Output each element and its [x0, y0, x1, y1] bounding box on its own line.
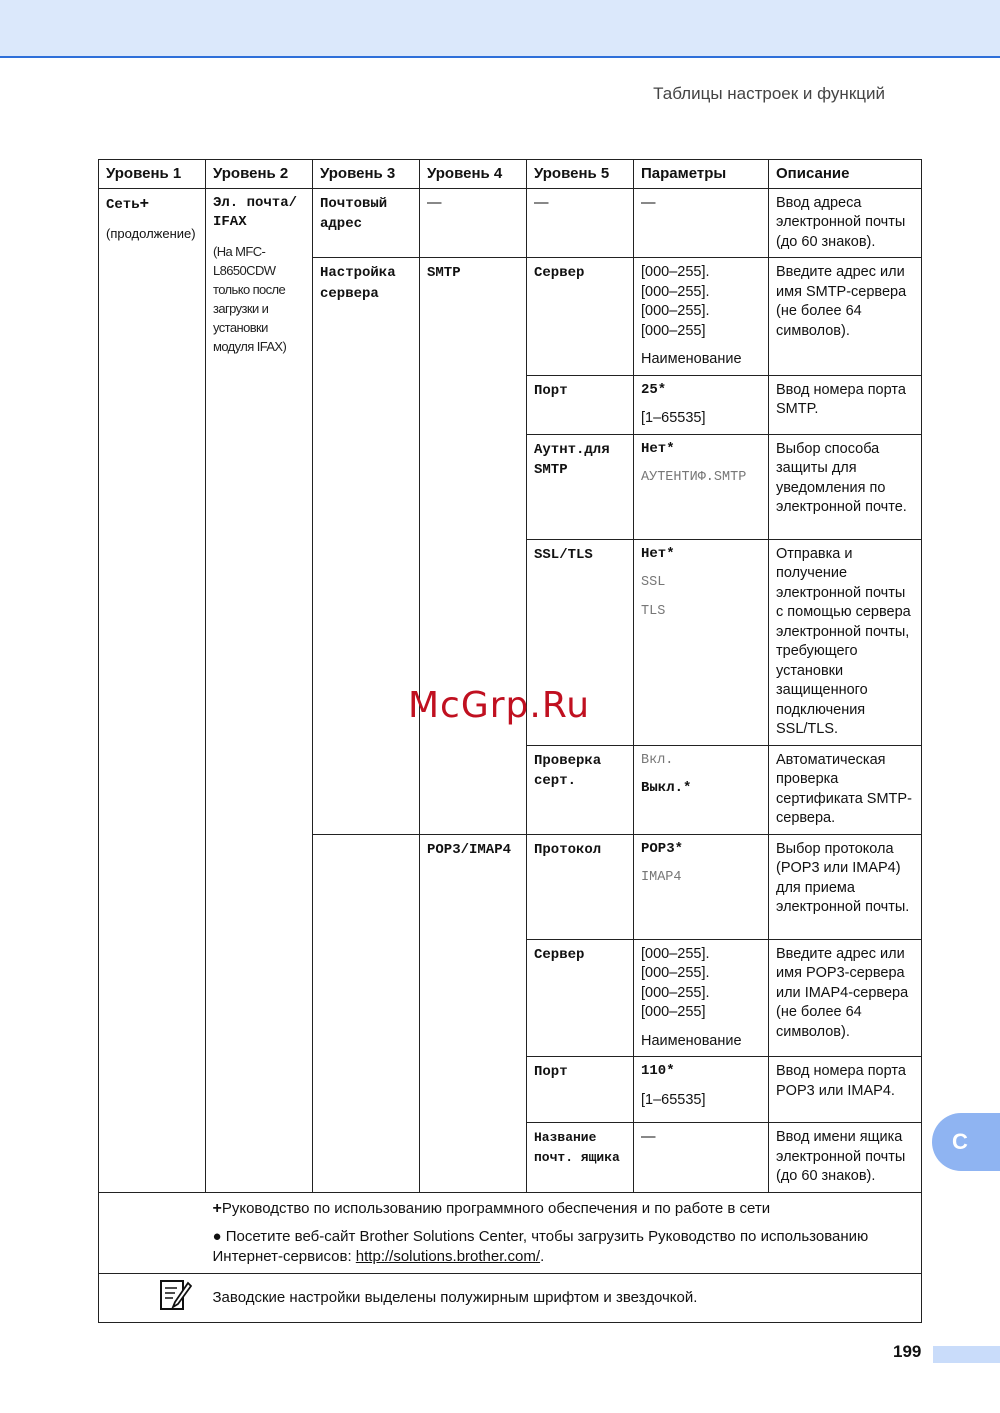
params-cell	[634, 375, 769, 434]
level2-cell	[206, 188, 313, 1192]
params-cell	[634, 539, 769, 745]
header-level1: Уровень 1	[99, 160, 206, 189]
level5-cell	[527, 745, 634, 834]
ip-octet: [000–255].	[641, 303, 710, 319]
plus-footnote	[213, 1199, 915, 1219]
level3-cell	[313, 258, 420, 835]
level1-label: Сеть	[106, 196, 140, 213]
params-cell	[634, 188, 769, 258]
level4-label: SMTP	[427, 265, 461, 281]
level4-cell	[420, 258, 527, 835]
table-row	[99, 188, 922, 258]
settings-table	[98, 159, 922, 1323]
desc-cell	[769, 745, 922, 834]
description: Ввод номера порта POP3 или IMAP4.	[776, 1063, 906, 1099]
params-cell	[634, 434, 769, 539]
ip-octet: [000–255].	[641, 945, 710, 962]
header-level5: Уровень 5	[527, 160, 634, 189]
header-params: Параметры	[634, 160, 769, 189]
level5-value: —	[534, 194, 549, 211]
link-suffix: .	[540, 1247, 545, 1265]
default-value: POP3*	[641, 840, 684, 857]
option-value: IMAP4	[641, 870, 682, 885]
running-header: Таблицы настроек и функций	[653, 84, 885, 103]
option-value: TLS	[641, 603, 666, 619]
default-value: 110*	[641, 1063, 675, 1079]
desc-cell	[769, 939, 922, 1057]
watermark: McGrp.Ru	[408, 685, 591, 726]
header-level4: Уровень 4	[420, 160, 527, 189]
level5-cell	[527, 1057, 634, 1123]
level3-label: Настройка сервера	[320, 265, 396, 302]
name-option: Наименование	[641, 1032, 742, 1049]
level5-label: Аутнт.для SMTP	[534, 441, 610, 478]
level4-cell	[420, 188, 527, 258]
level3-label: Почтовый адрес	[320, 195, 388, 232]
desc-cell	[769, 434, 922, 539]
level5-cell	[527, 375, 634, 434]
description: Выбор способа защиты для уведомления по электронной почте.	[776, 440, 907, 515]
ip-octet: [000–255]	[641, 322, 706, 339]
desc-cell	[769, 1123, 922, 1193]
level5-cell	[527, 939, 634, 1057]
level3-cell	[313, 188, 420, 258]
note-pencil-icon	[158, 1278, 192, 1312]
plus-footnote-text: Руководство по использованию программного обеспечения и по работе в сети	[221, 1199, 771, 1217]
plus-marker: +	[139, 194, 149, 212]
level5-label: Название почт. ящика	[534, 1130, 620, 1165]
params-cell	[634, 258, 769, 376]
option-value: Вкл.	[641, 752, 674, 768]
range-value: [1–65535]	[641, 410, 706, 426]
ip-octet: [000–255].	[641, 984, 710, 1001]
section-tab: C	[932, 1113, 1000, 1171]
description: Ввод номера порта SMTP.	[776, 381, 906, 417]
desc-cell	[769, 539, 922, 745]
params-cell	[634, 834, 769, 939]
level3-cell	[313, 834, 420, 1192]
page-number: 199	[893, 1342, 922, 1361]
desc-cell	[769, 188, 922, 258]
level5-cell	[527, 1123, 634, 1193]
table-header-row	[99, 160, 922, 189]
params-value: —	[641, 194, 656, 211]
default-value: Нет*	[641, 545, 675, 562]
name-option: Наименование	[641, 351, 742, 367]
bullet-icon: ●	[212, 1227, 222, 1245]
range-value: [1–65535]	[641, 1091, 706, 1108]
params-cell	[634, 1057, 769, 1123]
level5-label: Протокол	[534, 841, 602, 858]
ip-octet: [000–255]	[641, 1004, 706, 1020]
level2-note: (На MFC-L8650CDW только после загрузки и установки модуля IFAX)	[213, 243, 287, 354]
ip-octet: [000–255].	[641, 264, 710, 280]
level5-cell	[527, 258, 634, 376]
description: Ввод имени ящика электронной почты (до 60 знаков).	[776, 1129, 906, 1184]
description: Ввод адреса электронной почты (до 60 знаков).	[776, 194, 906, 250]
level5-label: Сервер	[534, 265, 585, 281]
description: Введите адрес или имя SMTP-сервера (не более 64 символов).	[776, 264, 907, 339]
params-cell	[634, 1123, 769, 1193]
description: Введите адрес или имя POP3-сервера или IMAP4-сервера (не более 64 символов).	[776, 945, 909, 1040]
level5-label: Проверка серт.	[534, 752, 602, 789]
bullet-text: Посетите веб-сайт Brother Solutions Center, чтобы загрузить Руководство по использованию Интернет-сервисов:	[212, 1227, 869, 1265]
level5-cell	[527, 834, 634, 939]
level5-label: Порт	[534, 382, 568, 399]
option-value: SSL	[641, 575, 666, 590]
level5-label: SSL/TLS	[534, 546, 593, 563]
plus-marker: +	[212, 1199, 222, 1217]
description: Автоматическая проверка сертификата SMTP-сервера.	[776, 751, 912, 826]
desc-cell	[769, 258, 922, 376]
desc-cell	[769, 375, 922, 434]
level1-note: (продолжение)	[106, 226, 196, 241]
header-level3: Уровень 3	[313, 160, 420, 189]
desc-cell	[769, 1057, 922, 1123]
header-description: Описание	[769, 160, 922, 189]
defaults-note-row	[99, 1273, 922, 1323]
bullet-footnote	[213, 1227, 915, 1267]
description: Выбор протокола (POP3 или IMAP4) для приема электронной почты.	[776, 840, 910, 915]
defaults-note: Заводские настройки выделены полужирным шрифтом и звездочкой.	[206, 1273, 922, 1323]
default-value: Нет*	[641, 440, 675, 457]
level1-cell	[99, 188, 206, 1192]
level5-cell	[527, 434, 634, 539]
level5-label: Сервер	[534, 946, 585, 963]
params-cell	[634, 939, 769, 1057]
params-value: —	[641, 1129, 656, 1145]
level5-cell	[527, 188, 634, 258]
page-number-bar	[933, 1346, 1000, 1363]
option-value: АУТЕНТИФ.SMTP	[641, 470, 747, 485]
footnote-row	[99, 1192, 922, 1273]
level4-label: POP3/IMAP4	[427, 841, 512, 858]
level4-value: —	[427, 194, 442, 211]
footnote-cell	[206, 1192, 922, 1273]
level5-label: Порт	[534, 1064, 568, 1080]
params-cell	[634, 745, 769, 834]
top-banner	[0, 0, 1000, 58]
ip-octet: [000–255].	[641, 283, 710, 300]
level4-cell	[420, 834, 527, 1192]
level2-label: Эл. почта/ IFAX	[213, 194, 298, 230]
desc-cell	[769, 834, 922, 939]
default-value: 25*	[641, 381, 667, 398]
ip-octet: [000–255].	[641, 965, 710, 981]
header-level2: Уровень 2	[206, 160, 313, 189]
description: Отправка и получение электронной почты с помощью сервера электронной почты, требующего установки защищенного подключения SSL/TLS.	[776, 545, 911, 737]
default-value: Выкл.*	[641, 780, 692, 796]
solutions-link[interactable]: http://solutions.brother.com/	[355, 1247, 541, 1265]
